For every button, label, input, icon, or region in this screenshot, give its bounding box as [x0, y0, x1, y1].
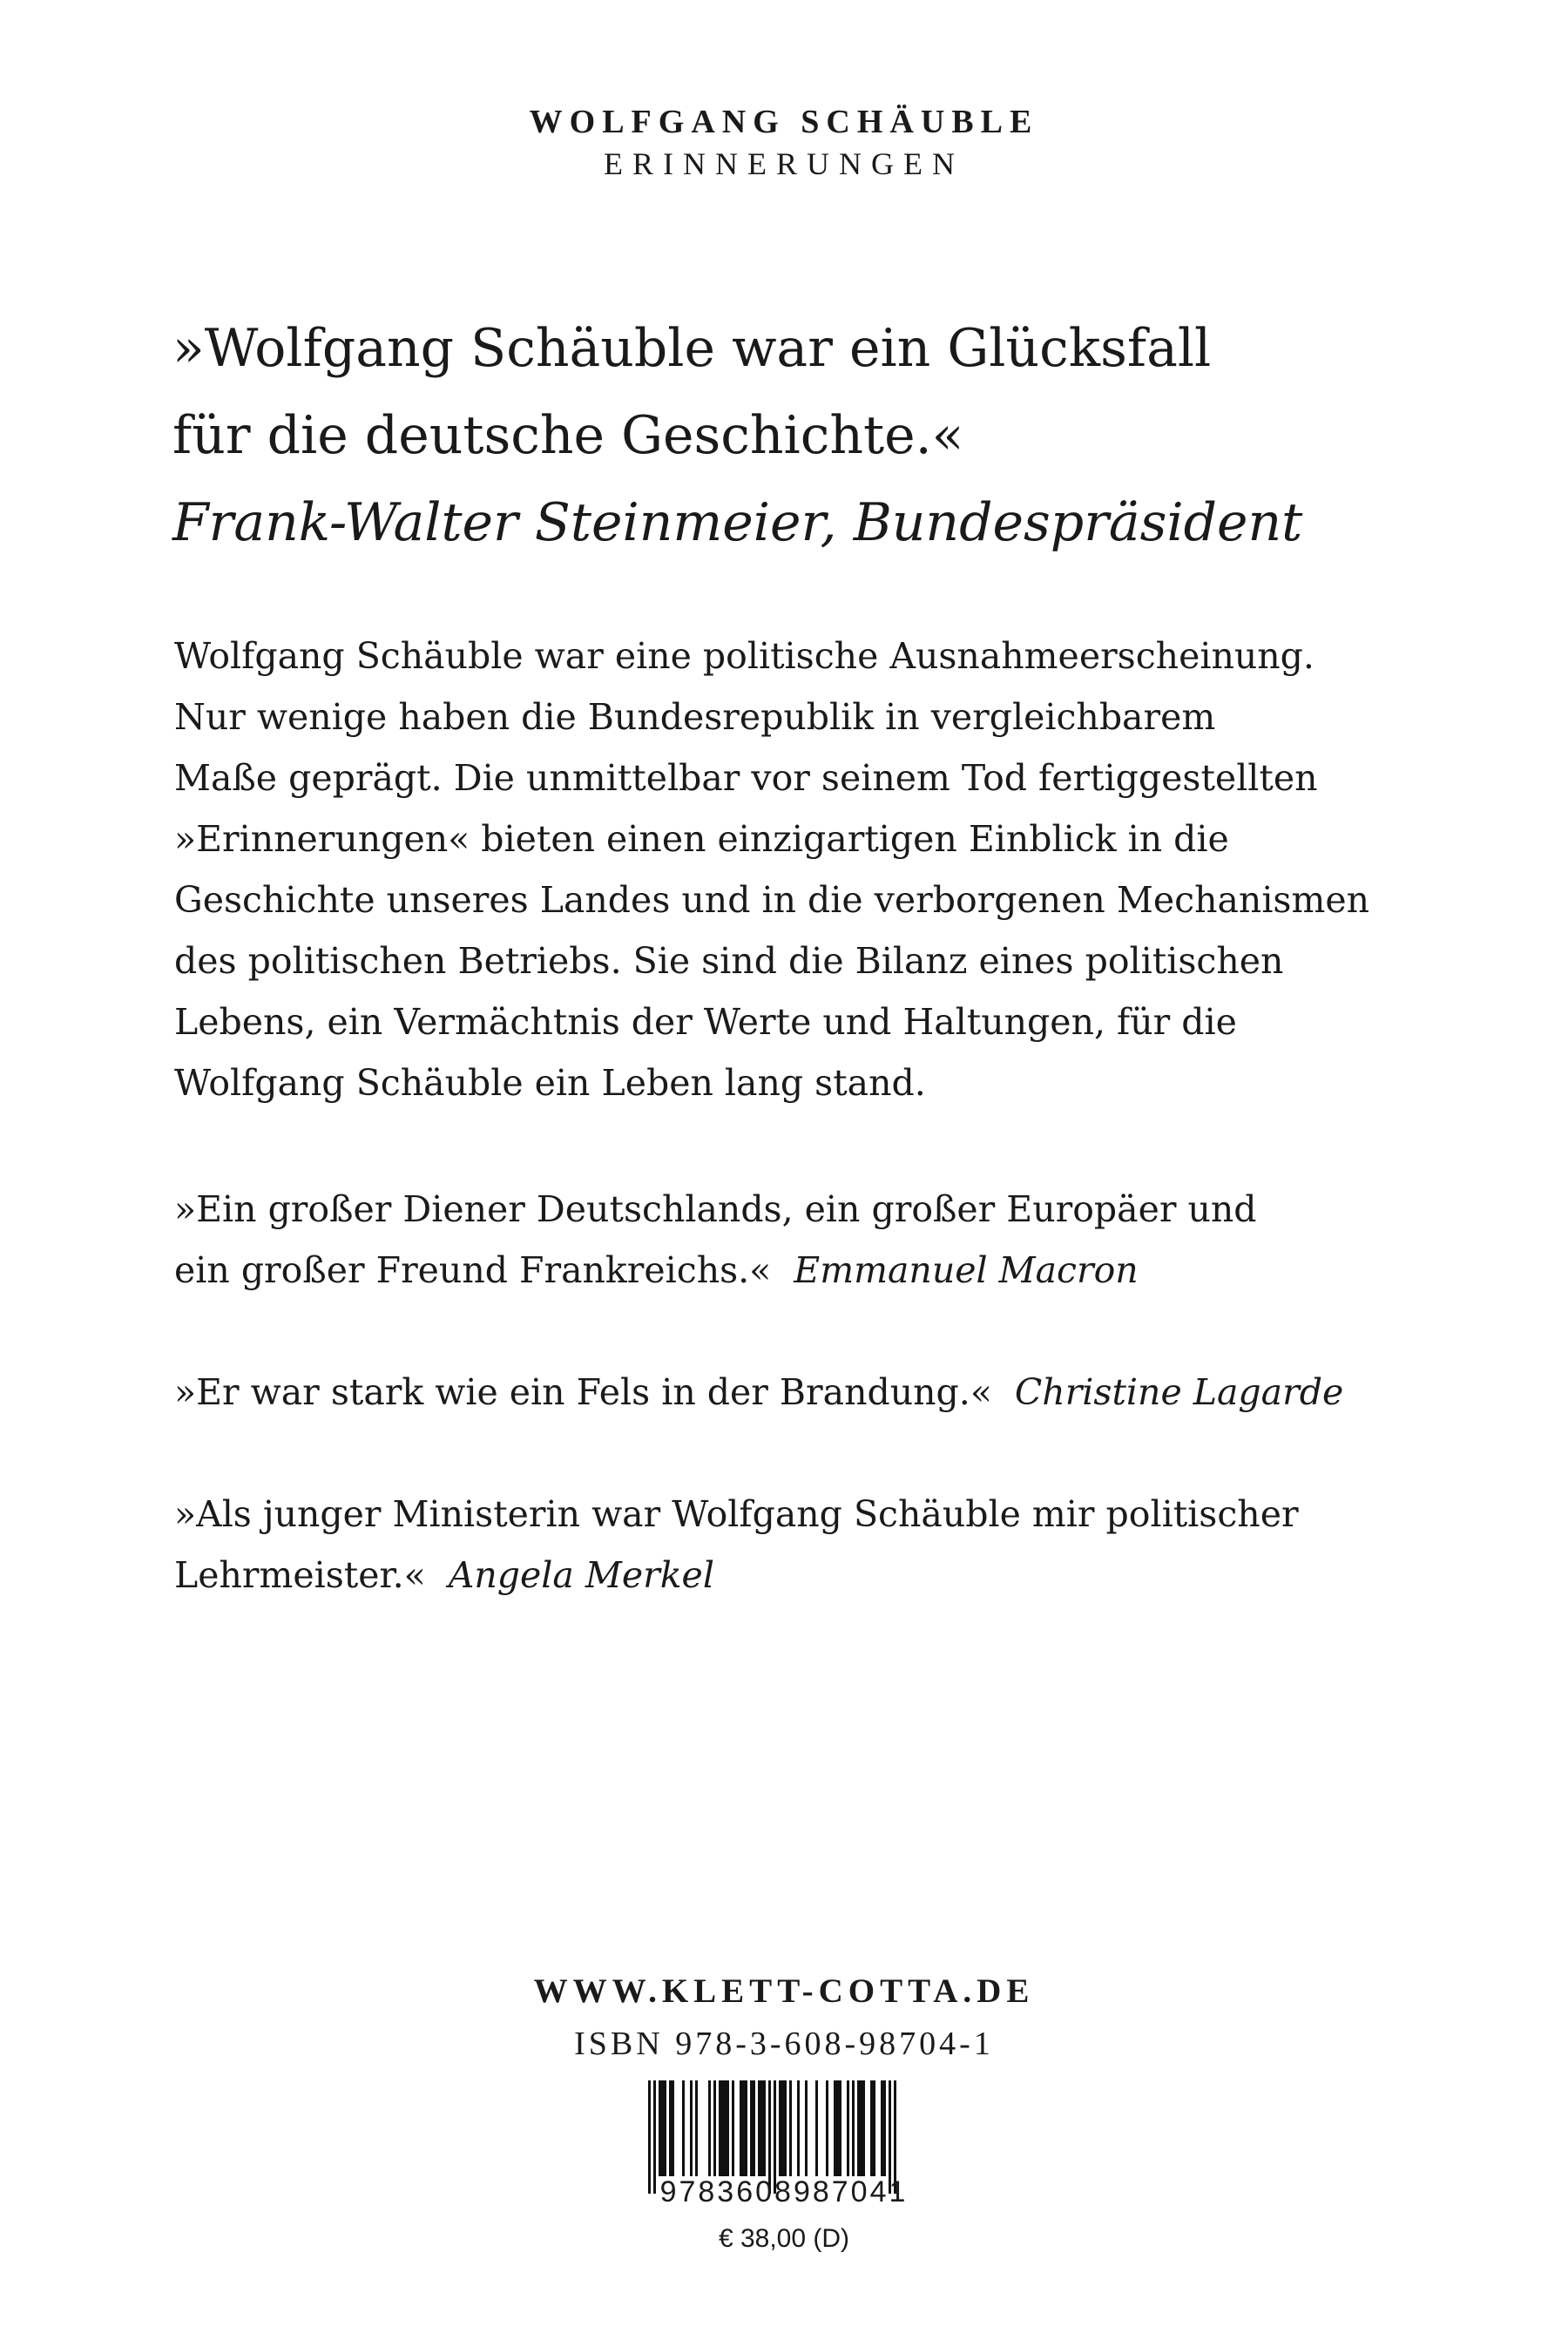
- barcode-bar: [839, 2080, 841, 2176]
- barcode-bar: [719, 2080, 721, 2176]
- barcode-bar: [781, 2080, 784, 2176]
- barcode-digits: 9783608987041: [659, 2175, 909, 2208]
- barcode-bar: [758, 2080, 760, 2176]
- lead-quote: [172, 305, 1436, 566]
- barcode-bar: [708, 2080, 711, 2176]
- barcode-bar: [669, 2080, 672, 2176]
- quote-author: Angela Merkel: [448, 1554, 714, 1596]
- barcode-bar: [826, 2080, 828, 2176]
- barcode-bar: [661, 2080, 664, 2176]
- quote-line: Lehrmeister.«: [174, 1554, 426, 1596]
- barcode-bar: [797, 2080, 800, 2176]
- quote-merkel: [174, 1484, 1429, 1606]
- cover-header: [0, 100, 1568, 184]
- barcode-bar: [881, 2080, 883, 2176]
- barcode-bar: [815, 2080, 818, 2176]
- barcode-bar: [682, 2080, 685, 2176]
- blurb-line: Wolfgang Schäuble ein Leben lang stand.: [174, 1062, 926, 1104]
- barcode-bar: [834, 2080, 836, 2176]
- quote-line: »Er war stark wie ein Fels in der Brandung.«: [174, 1371, 992, 1413]
- publisher-website: WWW.KLETT-COTTA.DE: [533, 1972, 1035, 2010]
- quote-macron: [174, 1179, 1429, 1301]
- barcode-bar: [721, 2080, 724, 2176]
- barcode-bar: [779, 2080, 781, 2176]
- publisher-footer: [0, 1967, 1568, 2068]
- barcode-bar: [672, 2080, 674, 2176]
- lead-quote-attribution: Frank-Walter Steinmeier, Bundespräsident: [172, 492, 1303, 553]
- lead-quote-line: für die deutsche Geschichte.«: [172, 405, 964, 466]
- barcode-bar: [847, 2080, 849, 2176]
- quote-line: »Als junger Ministerin war Wolfgang Schäuble mir politischer: [174, 1493, 1299, 1535]
- quote-author: Christine Lagarde: [1014, 1371, 1344, 1413]
- isbn-number: ISBN 978-3-608-98704-1: [574, 2026, 994, 2062]
- barcode-bar: [883, 2080, 886, 2176]
- blurb-line: des politischen Betriebs. Sie sind die Bilanz eines politischen: [174, 940, 1284, 982]
- blurb-line: »Erinnerungen« bieten einen einzigartigen Einblick in die: [174, 818, 1229, 860]
- barcode-bar: [753, 2080, 755, 2176]
- barcode-bar: [724, 2080, 727, 2176]
- blurb-line: Maße geprägt. Die unmittelbar vor seinem Tod fertiggestellten: [174, 757, 1318, 799]
- barcode-bar: [784, 2080, 787, 2176]
- barcode-bar: [873, 2080, 875, 2176]
- blurb-line: Geschichte unseres Landes und in die verborgenen Mechanismen: [174, 879, 1370, 921]
- lead-quote-line: »Wolfgang Schäuble war ein Glücksfall: [172, 318, 1212, 379]
- quote-author: Emmanuel Macron: [794, 1249, 1139, 1291]
- barcode-bar: [760, 2080, 763, 2176]
- barcode-bar: [659, 2080, 661, 2176]
- blurb-line: Wolfgang Schäuble war eine politische Ausnahmeerscheinung.: [174, 635, 1315, 677]
- barcode-bar: [742, 2080, 745, 2176]
- barcode-bar: [852, 2080, 855, 2176]
- book-title: ERINNERUNGEN: [604, 146, 964, 181]
- blurb-line: Lebens, ein Vermächtnis der Werte und Haltungen, für die: [174, 1001, 1237, 1043]
- quote-line: »Ein großer Diener Deutschlands, ein großer Europäer und: [174, 1188, 1257, 1230]
- barcode-bar: [789, 2080, 792, 2176]
- barcode-bar: [805, 2080, 808, 2176]
- quote-lagarde: [174, 1362, 1429, 1423]
- barcode-bar: [690, 2080, 693, 2176]
- barcode-bar: [763, 2080, 766, 2176]
- author-name: WOLFGANG SCHÄUBLE: [529, 104, 1039, 140]
- barcode-bar: [727, 2080, 729, 2176]
- barcode-bar: [860, 2080, 862, 2176]
- quote-line: ein großer Freund Frankreichs.«: [174, 1249, 772, 1291]
- barcode-bar: [750, 2080, 753, 2176]
- barcode-bar: [745, 2080, 747, 2176]
- barcode-bar: [836, 2080, 839, 2176]
- blurb-line: Nur wenige haben die Bundesrepublik in vergleichbarem: [174, 696, 1216, 738]
- barcode-bar: [695, 2080, 698, 2176]
- price-label: € 38,00 (D): [718, 2224, 850, 2253]
- barcode-bar: [740, 2080, 742, 2176]
- barcode-bar: [664, 2080, 666, 2176]
- barcode-bar: [857, 2080, 860, 2176]
- barcode-bar: [870, 2080, 873, 2176]
- blurb-text: [174, 626, 1429, 1113]
- barcode-bar: [732, 2080, 734, 2176]
- barcode-bar: [713, 2080, 716, 2176]
- barcode-bar: [862, 2080, 865, 2176]
